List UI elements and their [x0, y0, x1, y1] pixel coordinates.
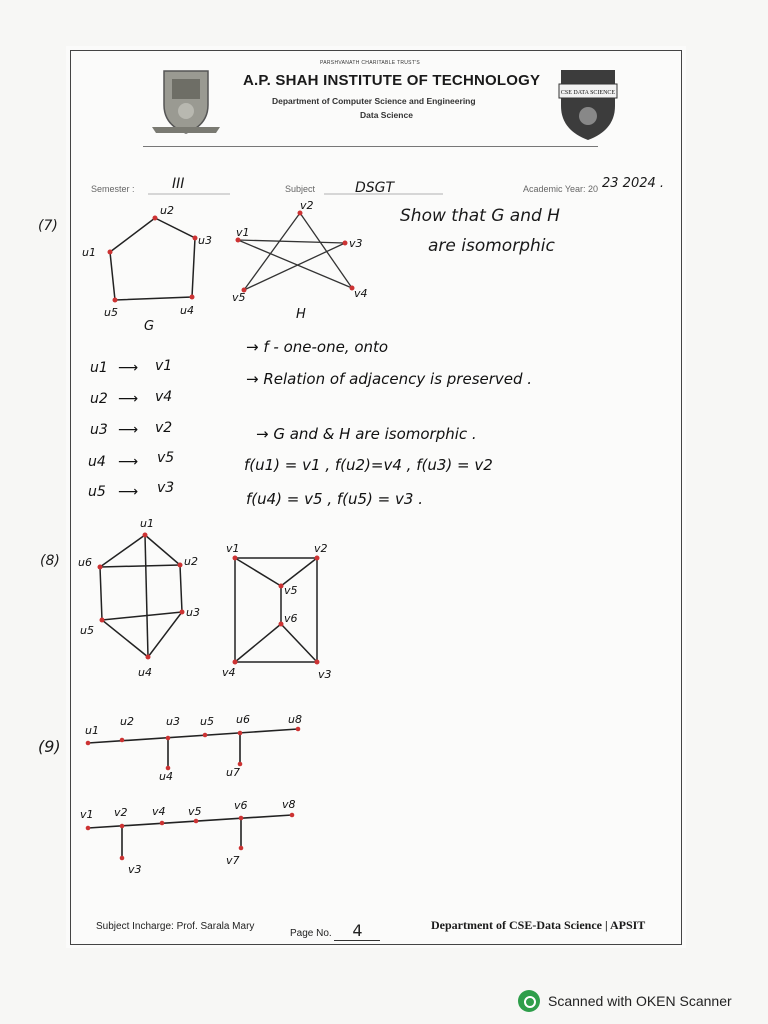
q9-u-label: u6 [236, 713, 250, 726]
svg-text:CSE DATA SCIENCE: CSE DATA SCIENCE [560, 90, 616, 96]
h-vertex-label: v4 [354, 287, 368, 300]
g-vertex-label: u2 [160, 204, 174, 217]
q9-u-label: u8 [288, 713, 302, 726]
note-isomorphic: → G and & H are isomorphic . [256, 425, 477, 443]
q9-u-label: u3 [166, 715, 180, 728]
q9-v-label: v4 [152, 805, 166, 818]
q8-u-label: u4 [138, 666, 152, 679]
page-number-value: 4 [334, 921, 380, 941]
note-function-values-1: f(u1) = v1 , f(u2)=v4 , f(u3) = v2 [244, 456, 493, 474]
svg-text:⟶: ⟶ [118, 422, 139, 438]
q8-v-label: v6 [284, 612, 298, 625]
g-vertex-label: u3 [198, 234, 212, 247]
note-adjacency-preserved: → Relation of adjacency is preserved . [246, 370, 533, 388]
q8-v-label: v5 [284, 584, 298, 597]
q8-number: (8) [40, 553, 60, 569]
q8-v-label: v4 [222, 666, 236, 679]
note-one-one-onto: → f - one-one, onto [246, 338, 389, 356]
tree-v-vertex-dots [86, 813, 295, 861]
svg-text:v1: v1 [155, 358, 173, 374]
semester-value: III [172, 176, 185, 192]
q9-v-label: v5 [188, 805, 202, 818]
scanner-watermark [518, 990, 732, 1012]
q8-v-label: v3 [318, 668, 332, 681]
q9-u-label: u1 [85, 724, 99, 737]
q9-v-label: v1 [80, 808, 94, 821]
q9-u-label: u5 [200, 715, 214, 728]
q7-number: (7) [38, 218, 58, 234]
subject-value: DSGT [355, 180, 395, 196]
q9-v-label: v8 [282, 798, 296, 811]
q8-u-label: u1 [140, 517, 154, 530]
svg-text:u4: u4 [88, 454, 106, 470]
q9-v-label: v6 [234, 799, 248, 812]
svg-text:u3: u3 [90, 422, 108, 438]
g-vertex-label: u1 [82, 246, 96, 259]
q7-prompt-line1: Show that G and H [400, 206, 560, 226]
graph-g-label: G [144, 319, 155, 334]
svg-text:v3: v3 [157, 480, 175, 496]
svg-text:⟶: ⟶ [118, 484, 139, 500]
h-vertex-label: v1 [236, 226, 250, 239]
q9-number: (9) [38, 737, 61, 756]
academic-year-label: Academic Year: 20 [523, 184, 599, 194]
g-vertex-label: u5 [104, 306, 118, 319]
svg-text:⟶: ⟶ [118, 391, 139, 407]
q9-v-label: v3 [128, 863, 142, 876]
oken-scanner-icon [518, 990, 540, 1012]
q7-prompt-line2: are isomorphic [428, 236, 555, 256]
footer-department: Department of CSE-Data Science | APSIT [431, 918, 646, 932]
h-vertex-label: v2 [300, 199, 314, 212]
svg-text:⟶: ⟶ [118, 360, 139, 376]
page-label: Page No. [290, 928, 332, 939]
academic-year-value: 23 2024 . [602, 176, 665, 191]
semester-label: Semester : [91, 184, 135, 194]
graph-h-label: H [296, 307, 306, 322]
program-name: Data Science [360, 110, 413, 120]
q9-v-label: v7 [226, 854, 240, 867]
q9-v-label: v2 [114, 806, 128, 819]
q8-u-label: u2 [184, 555, 198, 568]
svg-text:v2: v2 [155, 420, 173, 436]
q8-u-label: u3 [186, 606, 200, 619]
q8-v-label: v2 [314, 542, 328, 555]
institute-title: A.P. SHAH INSTITUTE OF TECHNOLOGY [243, 72, 541, 89]
svg-text:v5: v5 [157, 450, 175, 466]
tree-u-vertex-dots [86, 727, 301, 771]
q8-v-label: v1 [226, 542, 240, 555]
subject-label: Subject [285, 184, 316, 194]
q9-u-label: u7 [226, 766, 240, 779]
h-vertex-label: v3 [349, 237, 363, 250]
svg-text:u1: u1 [90, 360, 108, 376]
svg-text:v4: v4 [155, 389, 173, 405]
svg-text:u5: u5 [88, 484, 106, 500]
svg-text:u2: u2 [90, 391, 108, 407]
q9-u-label: u4 [159, 770, 173, 783]
tree-v [88, 815, 292, 858]
trust-name: PARSHVANATH CHARITABLE TRUST'S [320, 60, 421, 66]
page-number-label [290, 921, 380, 941]
note-function-values-2: f(u4) = v5 , f(u5) = v3 . [246, 490, 423, 508]
h-vertex-label: v5 [232, 291, 246, 304]
subject-incharge: Subject Incharge: Prof. Sarala Mary [96, 921, 255, 932]
q8-u-label: u6 [78, 556, 92, 569]
q9-u-label: u2 [120, 715, 134, 728]
svg-text:⟶: ⟶ [118, 454, 139, 470]
g-vertex-label: u4 [180, 304, 194, 317]
scanner-text: Scanned with OKEN Scanner [548, 993, 732, 1009]
q8-u-label: u5 [80, 624, 94, 637]
department-name: Department of Computer Science and Engineering [272, 96, 476, 106]
tree-u [88, 729, 298, 768]
